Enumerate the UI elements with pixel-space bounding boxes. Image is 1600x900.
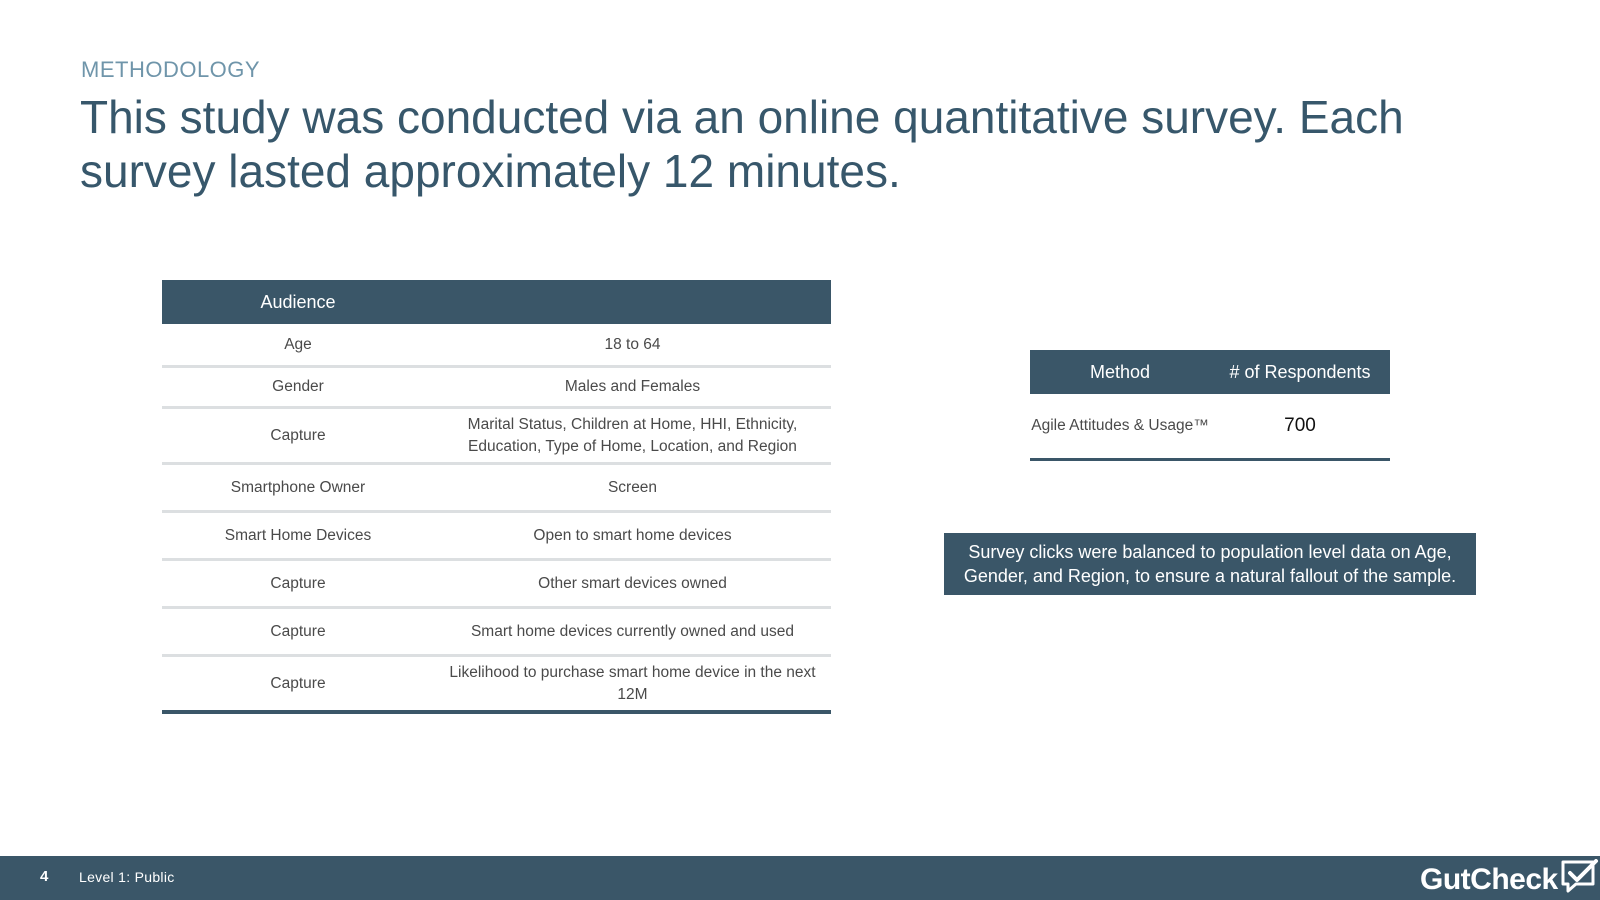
row-value: Marital Status, Children at Home, HHI, Ethnicity, Education, Type of Home, Location, and Region — [467, 415, 798, 455]
logo — [1420, 859, 1600, 900]
row-label: Gender — [272, 378, 324, 395]
row-value: 18 to 64 — [604, 335, 661, 353]
table-row — [1030, 394, 1390, 461]
row-value: Screen — [607, 478, 658, 496]
respondents-header-label: # of Respondents — [1229, 361, 1371, 382]
sample-note-text: Survey clicks were balanced to population level data on Age, Gender, and Region, to ensure a natural fallout of the sample. — [963, 542, 1457, 586]
row-label: Capture — [270, 622, 326, 640]
row-label: Smartphone Owner — [230, 478, 366, 496]
speech-bubble-check-icon — [1560, 859, 1600, 900]
table-row — [162, 409, 831, 465]
respondents-value: 700 — [1284, 415, 1316, 436]
row-label: Capture — [270, 426, 326, 444]
audience-table — [162, 280, 831, 714]
row-value: Likelihood to purchase smart home device in the next 12M — [449, 663, 816, 703]
section-label: METHODOLOGY — [81, 57, 261, 82]
row-value: Open to smart home devices — [533, 526, 732, 544]
audience-header-label: Audience — [260, 291, 336, 312]
row-value: Males and Females — [564, 378, 701, 395]
method-table — [1030, 350, 1390, 461]
method-header-label: Method — [1089, 361, 1151, 382]
sample-note-box — [944, 533, 1476, 595]
row-label: Capture — [270, 674, 326, 692]
table-row — [162, 513, 831, 561]
classification-label: Level 1: Public — [79, 869, 175, 885]
page-title: This study was conducted via an online quantitative survey. Each survey lasted approximately 12 minutes. — [80, 91, 1404, 197]
method-table-header — [1030, 350, 1390, 394]
footer-bar — [0, 856, 1600, 900]
row-value: Smart home devices currently owned and used — [470, 622, 795, 640]
method-value: Agile Attitudes & Usage™ — [1031, 417, 1209, 434]
row-label: Age — [284, 335, 312, 353]
table-row — [162, 609, 831, 657]
row-label: Smart Home Devices — [224, 526, 372, 544]
table-row — [162, 368, 831, 409]
page-number: 4 — [40, 868, 49, 885]
table-row — [162, 465, 831, 513]
audience-table-header — [162, 280, 831, 324]
row-value: Other smart devices owned — [538, 574, 727, 592]
table-row — [162, 561, 831, 609]
logo-text: GutCheck — [1420, 862, 1558, 896]
row-label: Capture — [270, 574, 326, 592]
table-row — [162, 324, 831, 368]
table-row — [162, 657, 831, 714]
